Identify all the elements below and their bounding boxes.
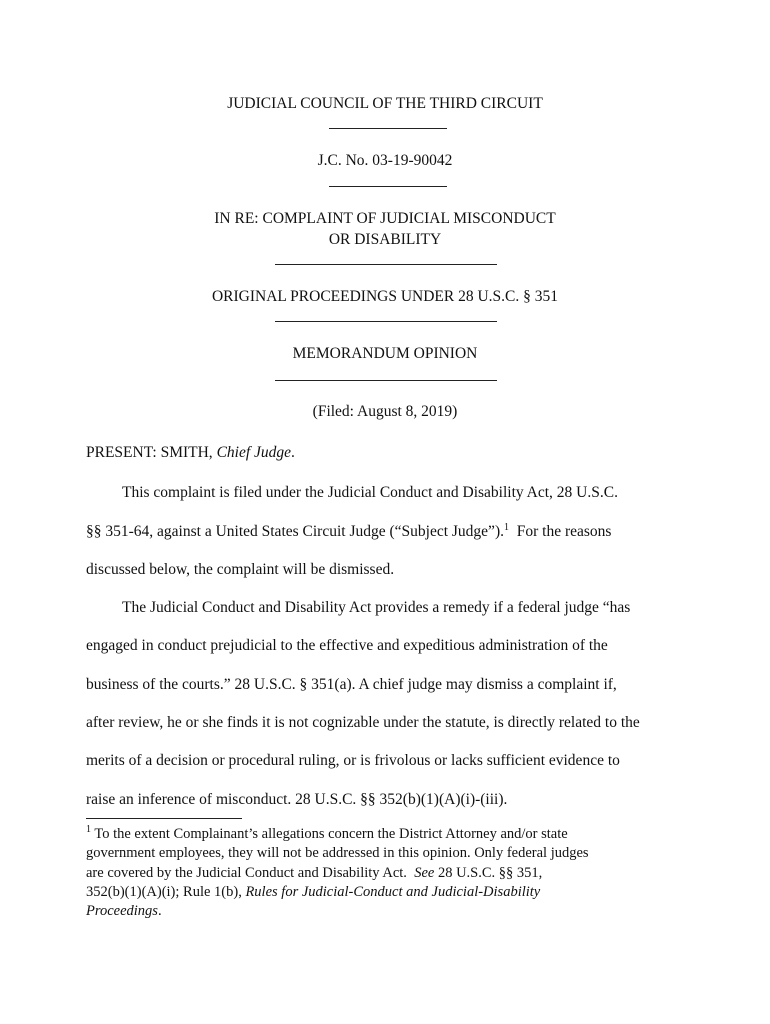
footnote-marker: 1	[86, 824, 91, 835]
document-type: MEMORANDUM OPINION	[292, 345, 478, 362]
footnote-citation-title: Rules for Judicial-Conduct and Judicial-Disability	[245, 884, 541, 900]
case-number: J.C. No. 03-19-90042	[317, 152, 453, 169]
divider-rule	[275, 380, 497, 381]
present-line	[86, 443, 295, 463]
footnote-line-3	[86, 864, 542, 883]
present-prefix: PRESENT: SMITH,	[86, 444, 217, 461]
present-suffix: .	[291, 444, 295, 461]
footnote-line-2: government employees, they will not be addressed in this opinion. Only federal judges	[86, 845, 589, 861]
footnote-text: 352(b)(1)(A)(i); Rule 1(b),	[86, 884, 246, 900]
paragraph-2-line-5: merits of a decision or procedural ruling, or is frivolous or lacks sufficient evidence to	[86, 752, 620, 769]
footnote-separator	[86, 818, 242, 819]
court-heading: JUDICIAL COUNCIL OF THE THIRD CIRCUIT	[227, 95, 543, 112]
footnote-citation-title: Proceedings	[86, 903, 158, 919]
paragraph-1-text: For the reasons	[508, 523, 612, 540]
footnote-text: To the extent Complainant’s allegations concern the District Attorney and/or state	[91, 826, 568, 842]
paragraph-2-line-1: The Judicial Conduct and Disability Act provides a remedy if a federal judge “has	[122, 599, 631, 616]
divider-rule	[329, 128, 447, 129]
paragraph-2-line-4: after review, he or she finds it is not cognizable under the statute, is directly related to the	[86, 714, 640, 731]
paragraph-1-line-3: discussed below, the complaint will be dismissed.	[86, 561, 395, 578]
footnote-reference[interactable]: 1	[503, 522, 509, 533]
footnote-signal: See	[414, 865, 435, 881]
divider-rule	[275, 264, 497, 265]
footnote-line-1	[86, 825, 568, 844]
paragraph-2-line-2: engaged in conduct prejudicial to the effective and expeditious administration of the	[86, 637, 608, 654]
paragraph-1-line-2	[86, 522, 611, 542]
paragraph-2-line-6: raise an inference of misconduct. 28 U.S.C. §§ 352(b)(1)(A)(i)-(iii).	[86, 791, 508, 808]
proceedings-heading: ORIGINAL PROCEEDINGS UNDER 28 U.S.C. § 351	[211, 288, 559, 305]
footnote-line-4	[86, 883, 540, 902]
caption-line-1: IN RE: COMPLAINT OF JUDICIAL MISCONDUCT	[214, 210, 556, 227]
divider-rule	[329, 186, 447, 187]
paragraph-2-line-3: business of the courts.” 28 U.S.C. § 351(a). A chief judge may dismiss a complaint if,	[86, 676, 617, 693]
present-title: Chief Judge	[216, 444, 292, 461]
paragraph-1-text: §§ 351-64, against a United States Circuit Judge (“Subject Judge”).	[86, 523, 504, 540]
divider-rule	[275, 321, 497, 322]
footnote-line-5	[86, 902, 162, 921]
filed-date: (Filed: August 8, 2019)	[312, 403, 458, 420]
footnote-text: are covered by the Judicial Conduct and Disability Act.	[86, 865, 415, 881]
paragraph-1-line-1: This complaint is filed under the Judicial Conduct and Disability Act, 28 U.S.C.	[122, 484, 618, 501]
footnote-text: .	[157, 903, 162, 919]
footnote-text: 28 U.S.C. §§ 351,	[434, 865, 543, 881]
caption-line-2: OR DISABILITY	[328, 231, 442, 248]
